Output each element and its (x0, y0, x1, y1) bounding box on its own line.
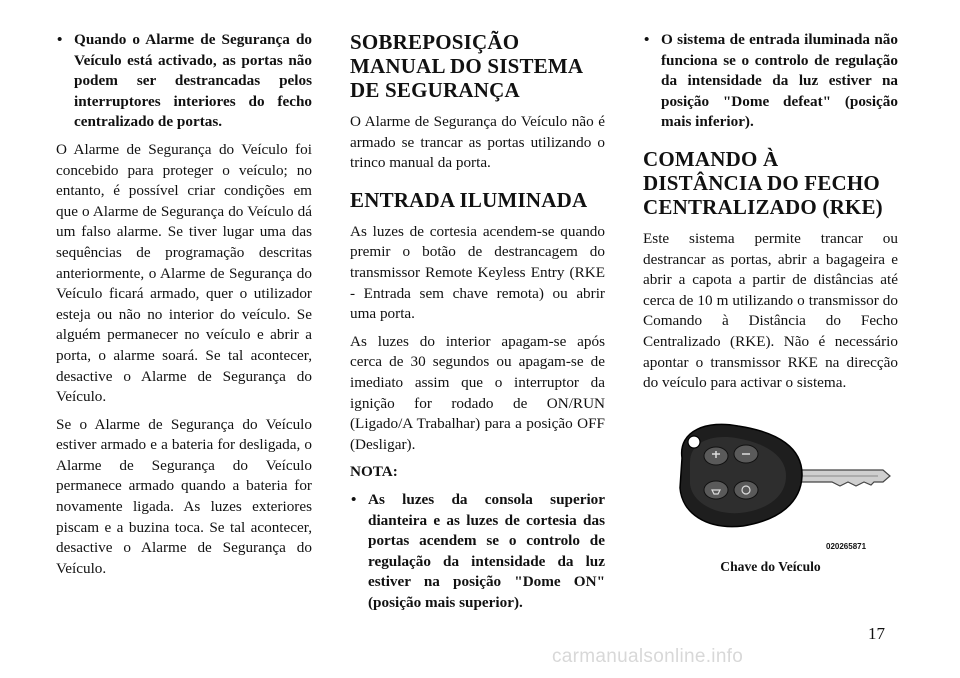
column-middle (350, 30, 605, 620)
bullet-item (643, 30, 898, 133)
column-right (643, 30, 898, 401)
bullet-text: Quando o Alarme de Segurança do Veículo está activado, as portas não podem ser destrancadas pelos interruptores interiores do fecho centralizado de portas. (74, 31, 312, 131)
section-heading: SOBREPOSIÇÃO MANUAL DO SISTEMA DE SEGURANÇA (350, 30, 583, 102)
column-left (56, 30, 312, 586)
paragraph: O Alarme de Segurança do Veículo não é armado se trancar as portas utilizando o trinco manual da porta. (350, 113, 605, 172)
bullet-dot: • (57, 31, 63, 48)
bullet-text: As luzes da consola superior dianteira e as luzes de cortesia das portas acendem se o controlo de regulação da intensidade da luz estiver na posição "Dome ON" (posição mais superior). (368, 490, 605, 611)
watermark-text: carmanualsonline.info (552, 646, 744, 667)
bullet-text: O sistema de entrada iluminada não funciona se o controlo de regulação da intensidade da luz estiver na posição "Dome defeat" (posição mais inferior). (661, 31, 898, 131)
bullet-dot: • (644, 31, 650, 48)
paragraph: As luzes do interior apagam-se após cerca de 30 segundos ou apagam-se de imediato assim que o interruptor da ignição for rodado de ON/RUN (Ligado/A Trabalhar) para a posição OFF (Desligar). (350, 332, 605, 453)
section-heading: COMANDO À DISTÂNCIA DO FECHO CENTRALIZADO (RKE) (643, 146, 883, 219)
page-number: 17 (868, 624, 885, 643)
section-heading: ENTRADA ILUMINADA (350, 187, 588, 212)
figure-caption: Chave do Veículo (720, 559, 821, 574)
bullet-dot: • (351, 490, 357, 508)
note-label: NOTA: (350, 463, 398, 481)
vehicle-key-illustration (668, 418, 898, 558)
bullet-item (350, 490, 605, 614)
paragraph: O Alarme de Segurança do Veículo foi concebido para proteger o veículo; no entanto, é possível criar condições em que o Alarme de Segurança do Veículo dá um falso alarme. Se tiver lugar uma das sequências de programação descritas anteriormente, o Alarme de Segurança do Veículo ficará armado, quer o utilizador esteja ou não no interior do veículo. Se alguém permanecer no veículo e abrir a porta, o alarme soará. Se tal acontecer, desactive o Alarme de Segurança do Veículo. (56, 140, 312, 406)
paragraph: Se o Alarme de Segurança do Veículo estiver armado e a bateria for desligada, o Alarme de Segurança do Veículo permanece armado quando a bateria for novamente ligada. As luzes exteriores piscam e a buzina toca. Se tal acontecer, desactive o Alarme de Segurança do Veículo. (56, 415, 312, 577)
paragraph: As luzes de cortesia acendem-se quando premir o botão de destrancagem do transmissor Remote Keyless Entry (RKE - Entrada sem chave remota) ou abrir uma porta. (350, 222, 605, 323)
paragraph: Este sistema permite trancar ou destrancar as portas, abrir a bagageira e abrir a capota a partir de distâncias até cerca de 10 m utilizando o transmissor do Comando à Distância do Fecho Centralizado (RKE). Não é necessário apontar o transmissor RKE na direcção do veículo para activar o sistema. (643, 229, 898, 392)
bullet-item (56, 30, 312, 133)
figure-code: 020265871 (826, 542, 867, 551)
